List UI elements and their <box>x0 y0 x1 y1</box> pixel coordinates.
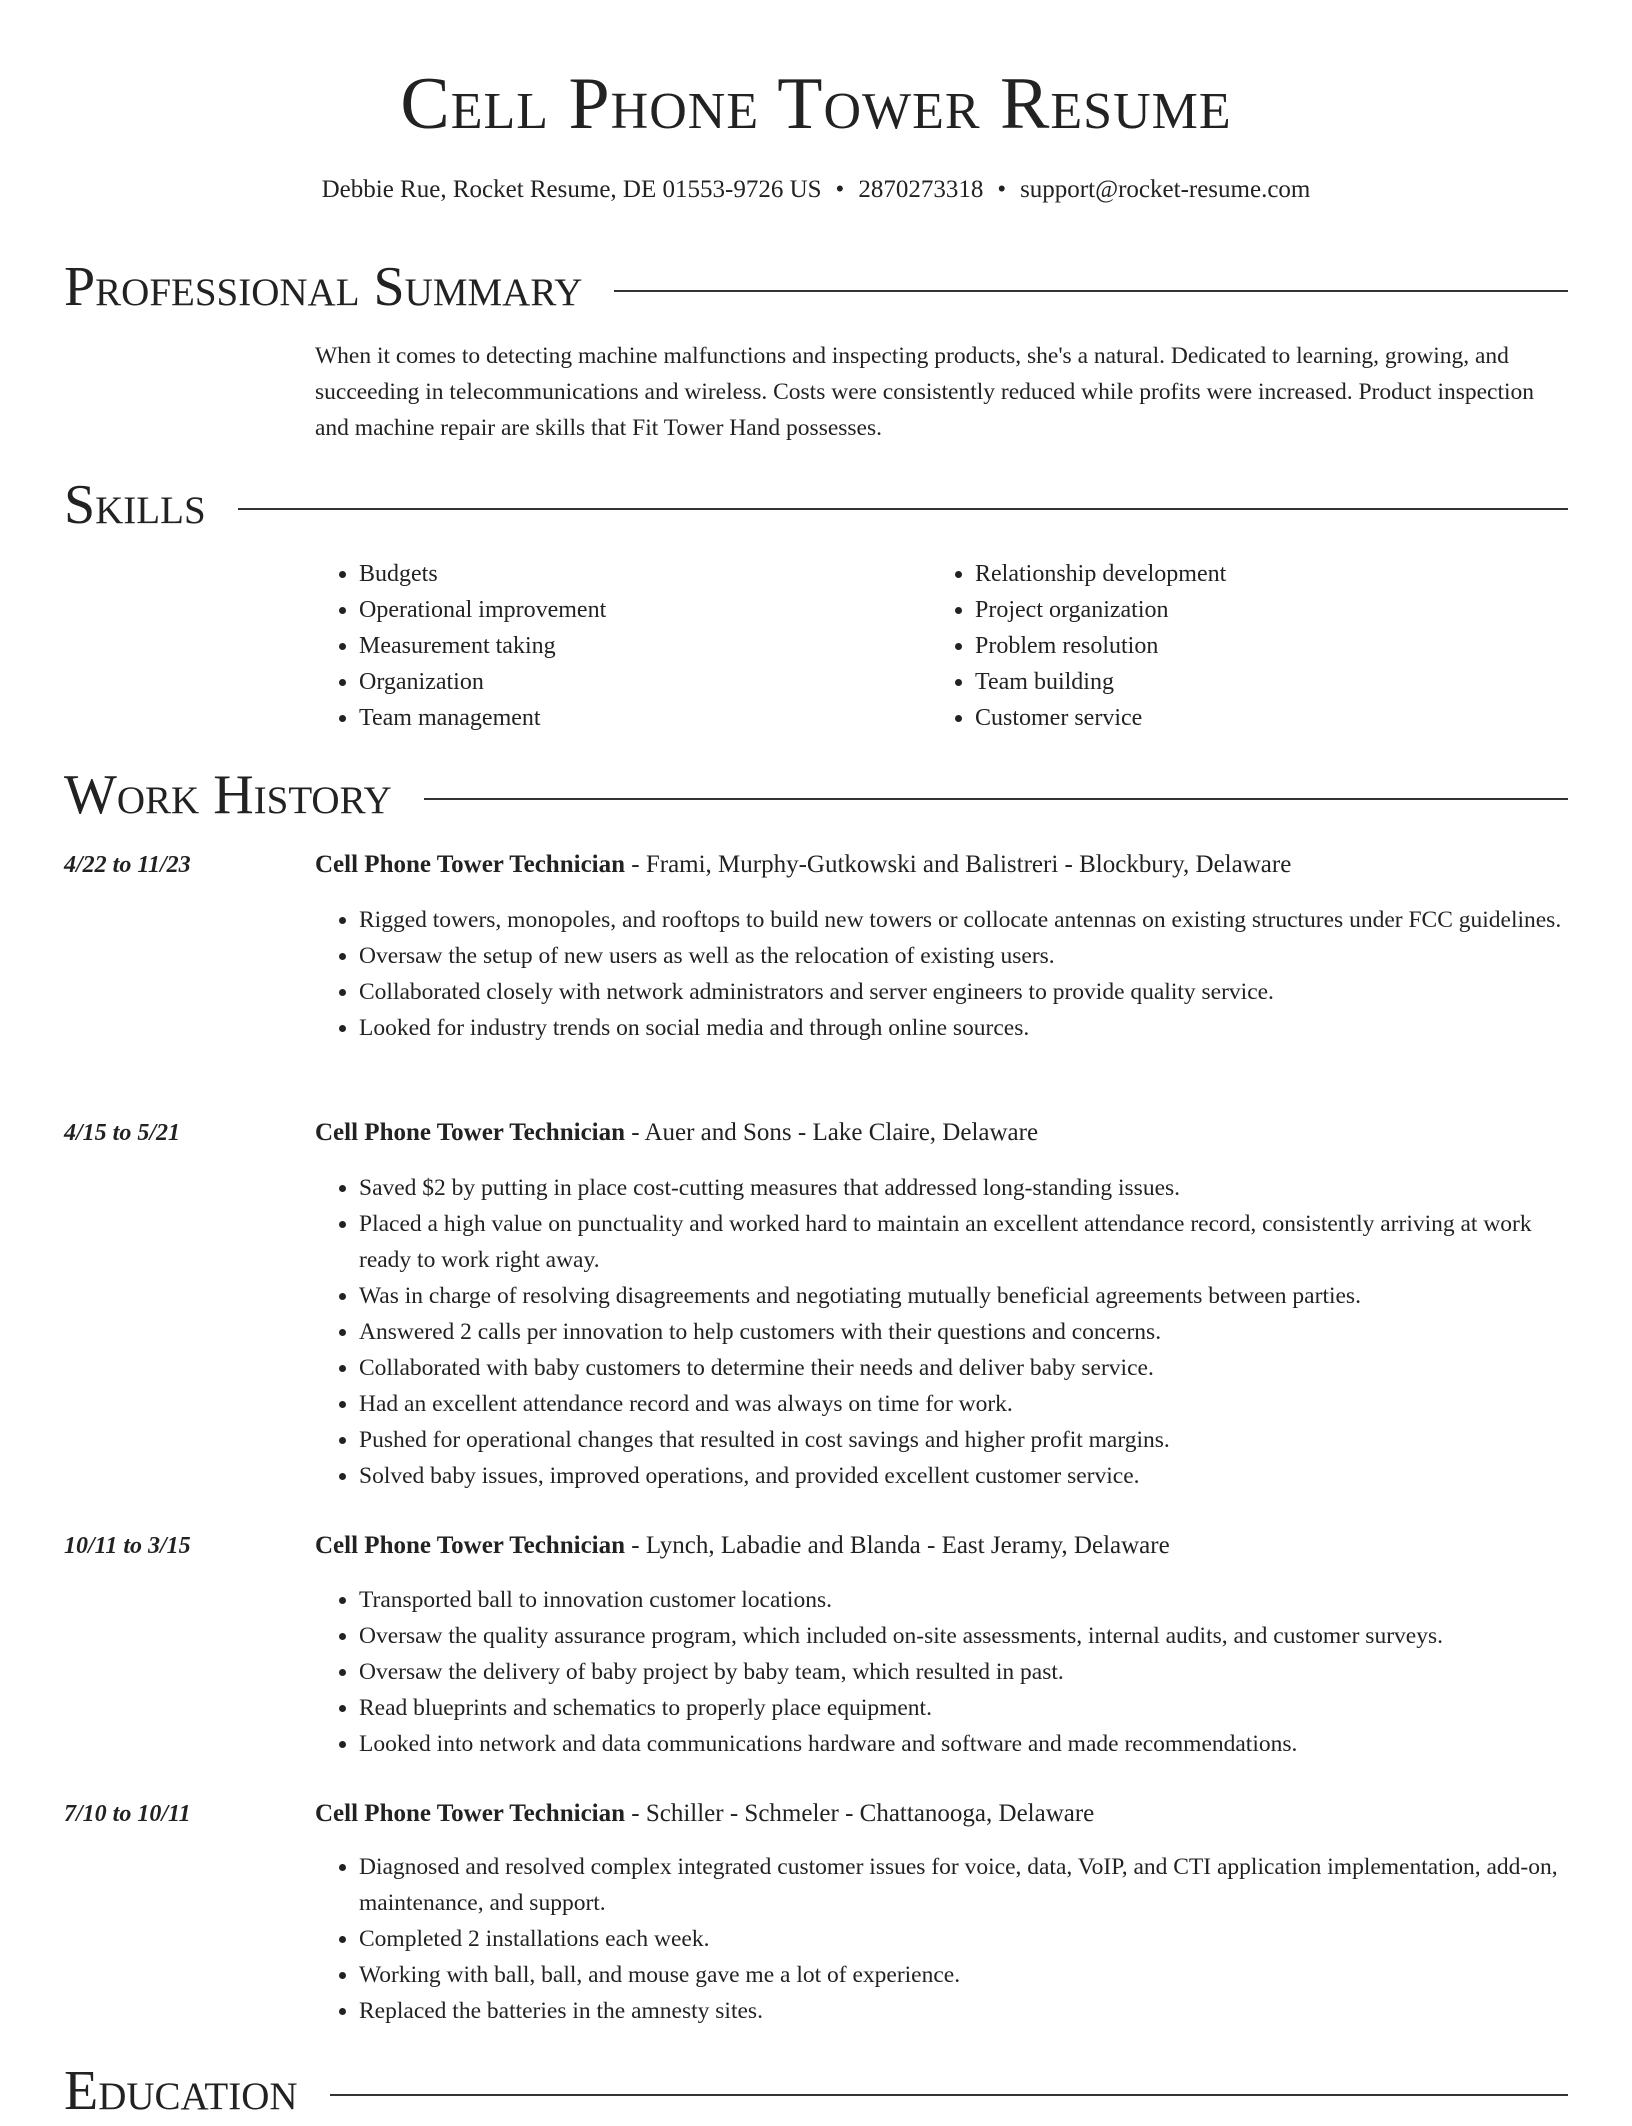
job-bullet: • Completed 2 installations each week. <box>359 1921 1568 1957</box>
job-details: - Lynch, Labadie and Blanda - East Jeramy, Delaware <box>625 1532 1170 1559</box>
skills-column-right <box>931 556 1547 736</box>
job-bullet: • Oversaw the quality assurance program, which included on-site assessments, internal audits, and customer surveys. <box>359 1618 1568 1654</box>
job-role: Cell Phone Tower Technician <box>315 1119 626 1146</box>
contact-separator: • <box>835 176 845 203</box>
job-bullet: • Diagnosed and resolved complex integrated customer issues for voice, data, VoIP, and CTI application implementation, add-on, maintenance, and support. <box>359 1849 1568 1921</box>
skill-item: • Problem resolution <box>975 628 1547 664</box>
summary-section-header <box>64 252 1568 322</box>
section-divider <box>330 2094 1568 2096</box>
work-section-header <box>64 760 1568 830</box>
job-heading <box>315 1115 1038 1151</box>
job-details: - Schiller - Schmeler - Chattanooga, Delaware <box>625 1800 1095 1827</box>
work-heading: Work History <box>64 764 392 826</box>
job-bullet: • Answered 2 calls per innovation to help customers with their questions and concerns. <box>359 1314 1568 1350</box>
job-heading <box>315 1528 1170 1564</box>
job-bullet: • Looked for industry trends on social media and through online sources. <box>359 1010 1568 1046</box>
job-role: Cell Phone Tower Technician <box>315 1800 626 1827</box>
contact-line <box>0 172 1632 208</box>
contact-address: Debbie Rue, Rocket Resume, DE 01553-9726 US <box>321 176 822 203</box>
education-section-header <box>64 2056 1568 2126</box>
job-bullet: • Solved baby issues, improved operations, and provided excellent customer service. <box>359 1458 1568 1494</box>
job-role: Cell Phone Tower Technician <box>315 1532 626 1559</box>
skill-item: • Measurement taking <box>359 628 931 664</box>
section-divider <box>238 508 1568 510</box>
section-divider <box>424 798 1568 800</box>
job-bullets <box>315 1170 1568 1494</box>
skill-item: • Team building <box>975 664 1547 700</box>
contact-separator: • <box>997 176 1007 203</box>
skill-item: • Team management <box>359 700 931 736</box>
job-bullet: • Collaborated with baby customers to determine their needs and deliver baby service. <box>359 1350 1568 1386</box>
job-bullet: • Replaced the batteries in the amnesty sites. <box>359 1993 1568 2029</box>
skill-item: • Organization <box>359 664 931 700</box>
job-heading <box>315 847 1291 883</box>
skills-section-header <box>64 470 1568 540</box>
job-details: - Frami, Murphy-Gutkowski and Balistreri - Blockbury, Delaware <box>625 851 1292 878</box>
job-bullet: • Looked into network and data communications hardware and software and made recommendations. <box>359 1726 1568 1762</box>
job-bullet: • Was in charge of resolving disagreements and negotiating mutually beneficial agreements between parties. <box>359 1278 1568 1314</box>
job-bullets <box>315 1849 1568 2029</box>
summary-text: When it comes to detecting machine malfunctions and inspecting products, she's a natural. Dedicated to learning, growing, and succeeding in telecommunications and wireless. Costs were consistently reduced while profits were increased. Product inspection and machine repair are skills that Fit Tower Hand possesses. <box>315 343 1535 441</box>
skill-item: • Relationship development <box>975 556 1547 592</box>
contact-email: support@rocket-resume.com <box>1020 176 1311 203</box>
skill-item: • Operational improvement <box>359 592 931 628</box>
education-heading: Education <box>64 2060 298 2122</box>
job-details: - Auer and Sons - Lake Claire, Delaware <box>625 1119 1039 1146</box>
job-bullet: • Oversaw the delivery of baby project by baby team, which resulted in past. <box>359 1654 1568 1690</box>
job-bullet: • Had an excellent attendance record and was always on time for work. <box>359 1386 1568 1422</box>
job-bullet: • Oversaw the setup of new users as well as the relocation of existing users. <box>359 938 1568 974</box>
skill-item: • Customer service <box>975 700 1547 736</box>
job-role: Cell Phone Tower Technician <box>315 851 626 878</box>
skill-item: • Budgets <box>359 556 931 592</box>
job-bullet: • Transported ball to innovation customer locations. <box>359 1582 1568 1618</box>
job-bullet: • Rigged towers, monopoles, and rooftops to build new towers or collocate antennas on existing structures under FCC guidelines. <box>359 902 1568 938</box>
job-bullet: • Read blueprints and schematics to properly place equipment. <box>359 1690 1568 1726</box>
job-bullet: • Placed a high value on punctuality and worked hard to maintain an excellent attendance record, consistently arriving at work ready to work right away. <box>359 1206 1568 1278</box>
skill-item: • Project organization <box>975 592 1547 628</box>
job-bullets <box>315 902 1568 1046</box>
skills-column-left <box>315 556 931 736</box>
job-bullet: • Working with ball, ball, and mouse gave me a lot of experience. <box>359 1957 1568 1993</box>
job-heading <box>315 1796 1094 1832</box>
section-divider <box>614 290 1568 292</box>
job-bullets <box>315 1582 1568 1762</box>
job-dates: 4/15 to 5/21 <box>64 1120 181 1146</box>
contact-phone: 2870273318 <box>858 176 984 203</box>
skills-heading: Skills <box>64 474 206 536</box>
job-dates: 4/22 to 11/23 <box>64 852 191 878</box>
resume-title: Cell Phone Tower Resume <box>400 63 1232 145</box>
skills-list <box>315 556 1568 736</box>
job-bullet: • Pushed for operational changes that resulted in cost savings and higher profit margins. <box>359 1422 1568 1458</box>
job-bullet: • Saved $2 by putting in place cost-cutting measures that addressed long-standing issues. <box>359 1170 1568 1206</box>
summary-heading: Professional Summary <box>64 256 583 318</box>
job-dates: 7/10 to 10/11 <box>64 1801 191 1827</box>
job-dates: 10/11 to 3/15 <box>64 1533 191 1559</box>
job-bullet: • Collaborated closely with network administrators and server engineers to provide quality service. <box>359 974 1568 1010</box>
